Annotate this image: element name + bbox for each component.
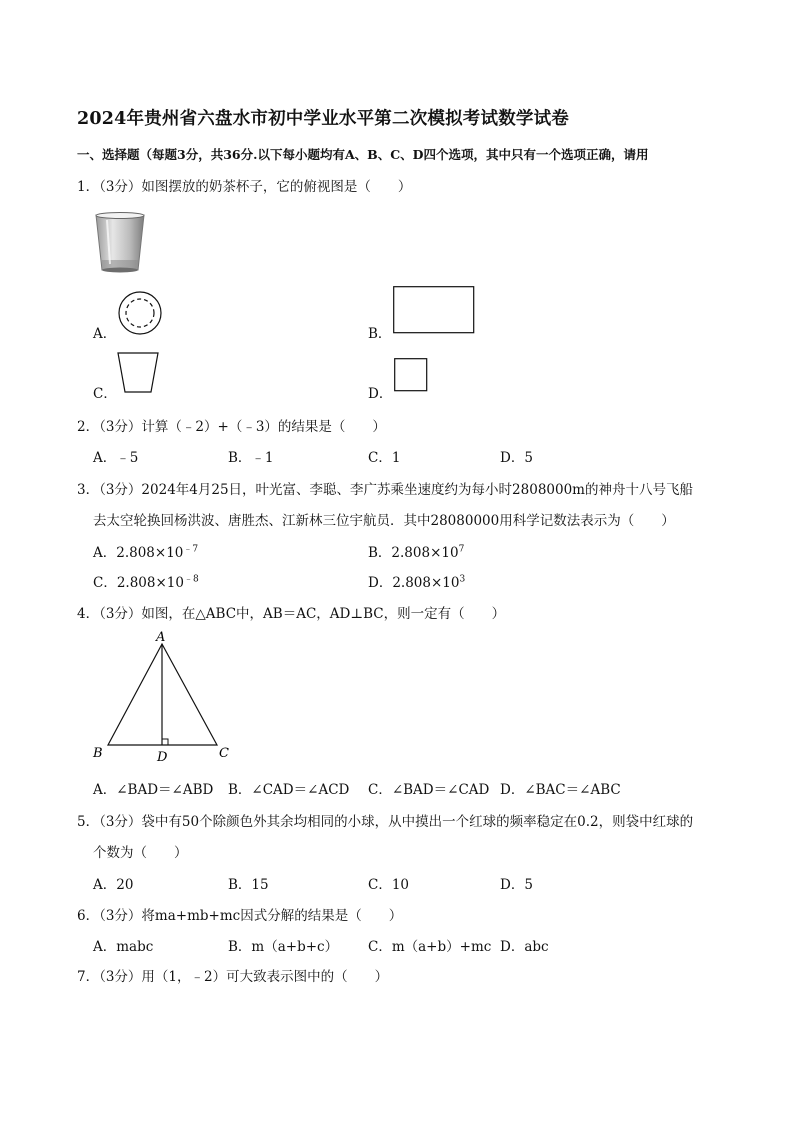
q4-option-d: D．∠BAC＝∠ABC <box>500 782 621 798</box>
q7-stem: 7．（3分）用（1，﹣2）可大致表示图中的（ ） <box>77 969 389 985</box>
q4-option-c: C．∠BAD＝∠CAD <box>368 782 490 798</box>
q1-option-d-label: D． <box>368 386 393 402</box>
q1-option-b-figure <box>393 286 477 336</box>
vertex-label-a: A <box>156 630 166 645</box>
q6-option-d: D．abc <box>500 939 549 955</box>
q1-option-c-figure <box>117 352 161 394</box>
q6-option-c: C．m（a+b）+mc <box>368 939 492 955</box>
q2-option-c: C．1 <box>368 450 401 466</box>
vertex-label-c: C <box>219 746 229 761</box>
page-title: 2024年贵州省六盘水市初中学业水平第二次模拟考试数学试卷 <box>77 109 570 129</box>
q3-option-a: A．$2.808\times 10^{﹣7}$ <box>93 544 199 561</box>
q4-triangle-figure <box>90 628 240 768</box>
q6-option-b: B．m（a+b+c） <box>228 939 339 955</box>
q6-stem: 6．（3分）将ma+mb+mc因式分解的结果是（ ） <box>77 908 403 924</box>
q1-option-b-label: B． <box>368 326 392 342</box>
q5-stem-line1: 5．（3分）袋中有50个除颜色外其余均相同的小球，从中摸出一个红球的频率稳定在0.2，则袋中红球的 <box>77 814 694 830</box>
q5-option-a: A．20 <box>93 877 134 893</box>
q5-option-c: C．10 <box>368 877 410 893</box>
q3-option-d: D．$2.808\times 10^3$ <box>368 574 466 591</box>
q4-option-b: B．∠CAD＝∠ACD <box>228 782 350 798</box>
q1-option-d-figure <box>394 358 430 394</box>
q6-option-a: A．mabc <box>93 939 154 955</box>
q3-stem-line2: 去太空轮换回杨洪波、唐胜杰、江新林三位宇航员．其中28080000用科学记数法表示为（ ） <box>93 513 675 529</box>
q3-option-c: C．$2.808\times 10^{﹣8}$ <box>93 574 199 591</box>
q4-option-a: A．∠BAD＝∠ABD <box>93 782 214 798</box>
vertex-label-b: B <box>93 746 103 761</box>
q2-option-a: A．﹣5 <box>93 450 139 466</box>
q1-stem: 1．（3分）如图摆放的奶茶杯子，它的俯视图是（ ） <box>77 179 412 195</box>
q5-option-b: B．15 <box>228 877 269 893</box>
q2-option-d: D．5 <box>500 450 533 466</box>
vertex-label-d: D <box>157 750 168 765</box>
q1-option-c-label: C． <box>93 386 117 402</box>
section-heading: 一、选择题（每题3分，共36分.以下每小题均有A、B、C、D四个选项，其中只有一个选项正确，请用 <box>77 147 649 162</box>
q2-option-b: B．﹣1 <box>228 450 274 466</box>
q5-stem-line2: 个数为（ ） <box>93 845 188 861</box>
q1-option-a-figure <box>117 290 165 338</box>
q3-stem-line1: 3．（3分）2024年4月25日，叶光富、李聪、李广苏乘坐速度约为每小时2808000m的神舟十八号飞船 <box>77 482 693 498</box>
q1-option-a-label: A． <box>93 326 117 342</box>
q5-option-d: D．5 <box>500 877 533 893</box>
q3-option-b: B．$2.808\times 10^7$ <box>368 544 465 561</box>
cup-illustration <box>95 212 145 274</box>
q2-stem: 2．（3分）计算（﹣2）+（﹣3）的结果是（ ） <box>77 419 386 435</box>
q4-stem: 4．（3分）如图，在△ABC中，AB＝AC，AD⊥BC，则一定有（ ） <box>77 606 506 622</box>
